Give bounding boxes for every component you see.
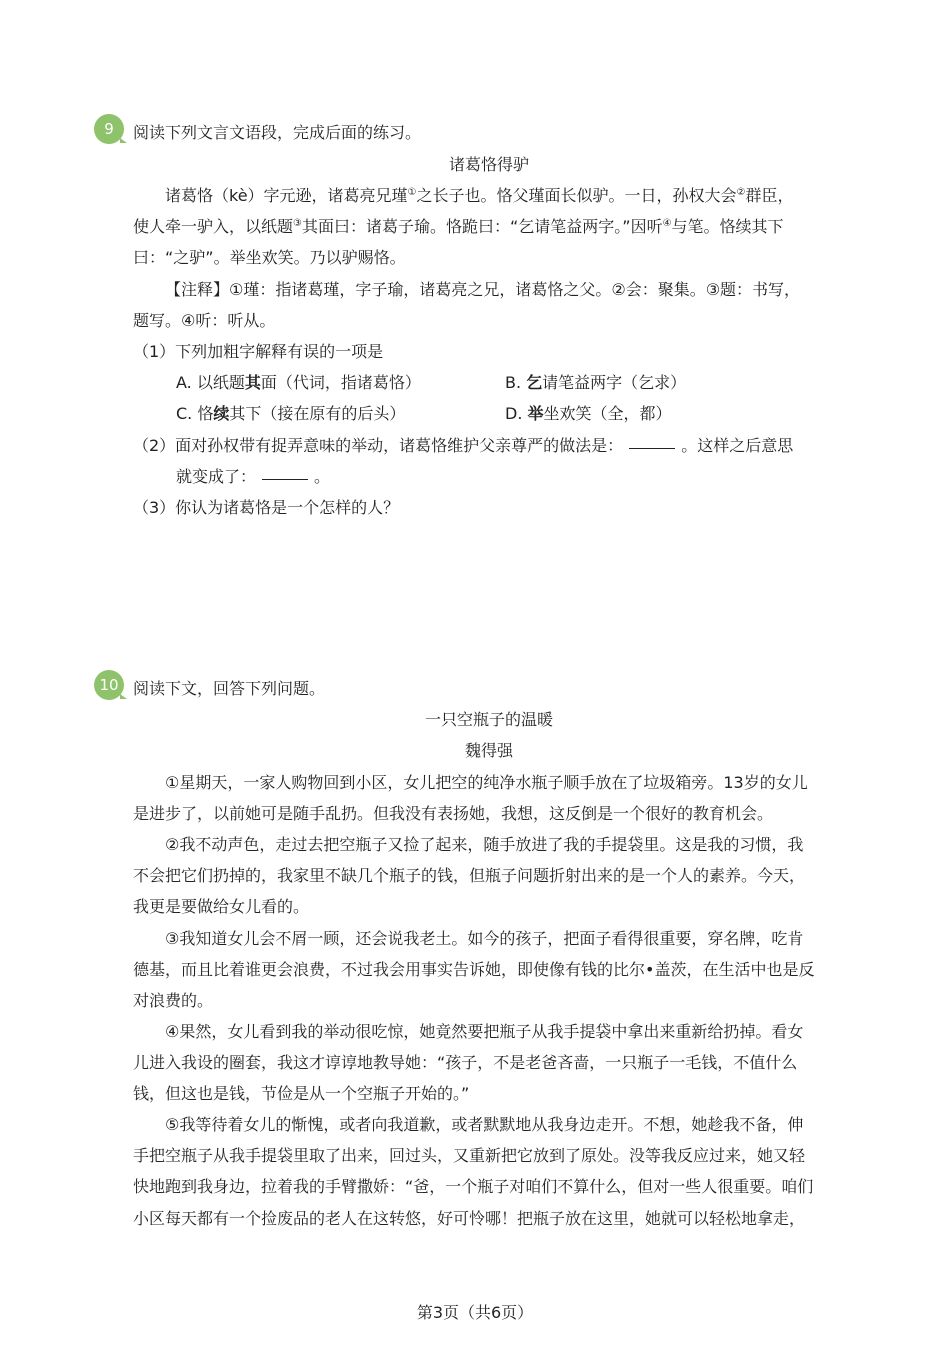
article-line: ④果然，女儿看到我的举动很吃惊，她竟然要把瓶子从我手提袋中拿出来重新给扔掉。看女 — [165, 1022, 804, 1041]
option-c: C. 恪续其下（接在原有的后头） — [176, 404, 406, 423]
question-number-badge: 9 — [94, 114, 124, 144]
answer-blank[interactable] — [262, 479, 308, 480]
article-line: 手把空瓶子从我手提袋里取了出来，回过头，又重新把它放到了原处。没等我反应过来，她又轻 — [133, 1146, 806, 1165]
article-line: ①星期天，一家人购物回到小区，女儿把空的纯净水瓶子顺手放在了垃圾箱旁。13岁的女儿 — [165, 773, 808, 792]
article-line: ③我知道女儿会不屑一顾，还会说我老土。如今的孩子，把面子看得很重要，穿名牌，吃肯 — [165, 929, 804, 948]
article-line: ⑤我等待着女儿的惭愧，或者向我道歉，或者默默地从我身边走开。不想，她趁我不备，伸 — [165, 1115, 804, 1134]
article-line: 儿进入我设的圈套，我这才谆谆地教导她：“孩子，不是老爸吝啬，一只瓶子一毛钱，不值什么 — [133, 1053, 798, 1072]
sub-question-1: （1）下列加粗字解释有误的一项是 — [133, 342, 384, 361]
article-line: 不会把它们扔掉的，我家里不缺几个瓶子的钱，但瓶子问题折射出来的是一个人的素养。今天， — [133, 866, 806, 885]
option-b: B. 乞请笔益两字（乞求） — [505, 373, 687, 392]
sub-question-2-cont: 就变成了： 。 — [176, 467, 331, 486]
article-line: 快地跑到我身边，拉着我的手臂撒娇：“爸，一个瓶子对咱们不算什么，但对一些人很重要。咱们 — [133, 1177, 814, 1196]
article-line: ②我不动声色，走过去把空瓶子又捡了起来，随手放进了我的手提袋里。这是我的习惯，我 — [165, 835, 804, 854]
question-instruction: 阅读下文，回答下列问题。 — [133, 679, 326, 698]
option-a: A. 以纸题其面（代词，指诸葛恪） — [176, 373, 421, 392]
question-instruction: 阅读下列文言文语段，完成后面的练习。 — [133, 123, 422, 142]
notes-line: 【注释】①瑾：指诸葛瑾，字子瑜，诸葛亮之兄，诸葛恪之父。②会：聚集。③题：书写， — [165, 280, 801, 299]
notes-line: 题写。④听：听从。 — [133, 311, 276, 330]
page-footer: 第3页（共6页） — [416, 1303, 534, 1322]
article-author: 魏得强 — [464, 741, 513, 760]
passage-line: 诸葛恪（kè）字元逊，诸葛亮兄瑾①之长子也。恪父瑾面长似驴。一日，孙权大会②群臣， — [165, 186, 794, 205]
question-number-badge: 10 — [94, 670, 124, 700]
passage-line: 曰：“之驴”。举坐欢笑。乃以驴赐恪。 — [133, 248, 406, 267]
article-line: 德基，而且比着谁更会浪费，不过我会用事实告诉她，即使像有钱的比尔•盖茨，在生活中也是反 — [133, 960, 815, 979]
answer-blank[interactable] — [629, 448, 675, 449]
sub-question-2: （2）面对孙权带有捉弄意味的举动，诸葛恪维护父亲尊严的做法是： 。这样之后意思 — [133, 436, 794, 455]
passage-line: 使人牵一驴入，以纸题③其面曰：诸葛子瑜。恪跪曰：“乞请笔益两字。”因听④与笔。恪续其下 — [133, 217, 784, 236]
article-line: 我更是要做给女儿看的。 — [133, 897, 310, 916]
article-title: 一只空瓶子的温暖 — [424, 710, 553, 729]
option-d: D. 举坐欢笑（全，都） — [505, 404, 672, 423]
sub-question-3: （3）你认为诸葛恪是一个怎样的人？ — [133, 498, 400, 517]
article-line: 小区每天都有一个捡废品的老人在这转悠，好可怜哪！把瓶子放在这里，她就可以轻松地拿走， — [133, 1209, 806, 1228]
article-line: 对浪费的。 — [133, 991, 214, 1010]
article-line: 钱，但这也是钱，节俭是从一个空瓶子开始的。” — [133, 1084, 470, 1103]
article-line: 是进步了，以前她可是随手乱扔。但我没有表扬她，我想，这反倒是一个很好的教育机会。 — [133, 804, 774, 823]
passage-title: 诸葛恪得驴 — [448, 155, 529, 174]
